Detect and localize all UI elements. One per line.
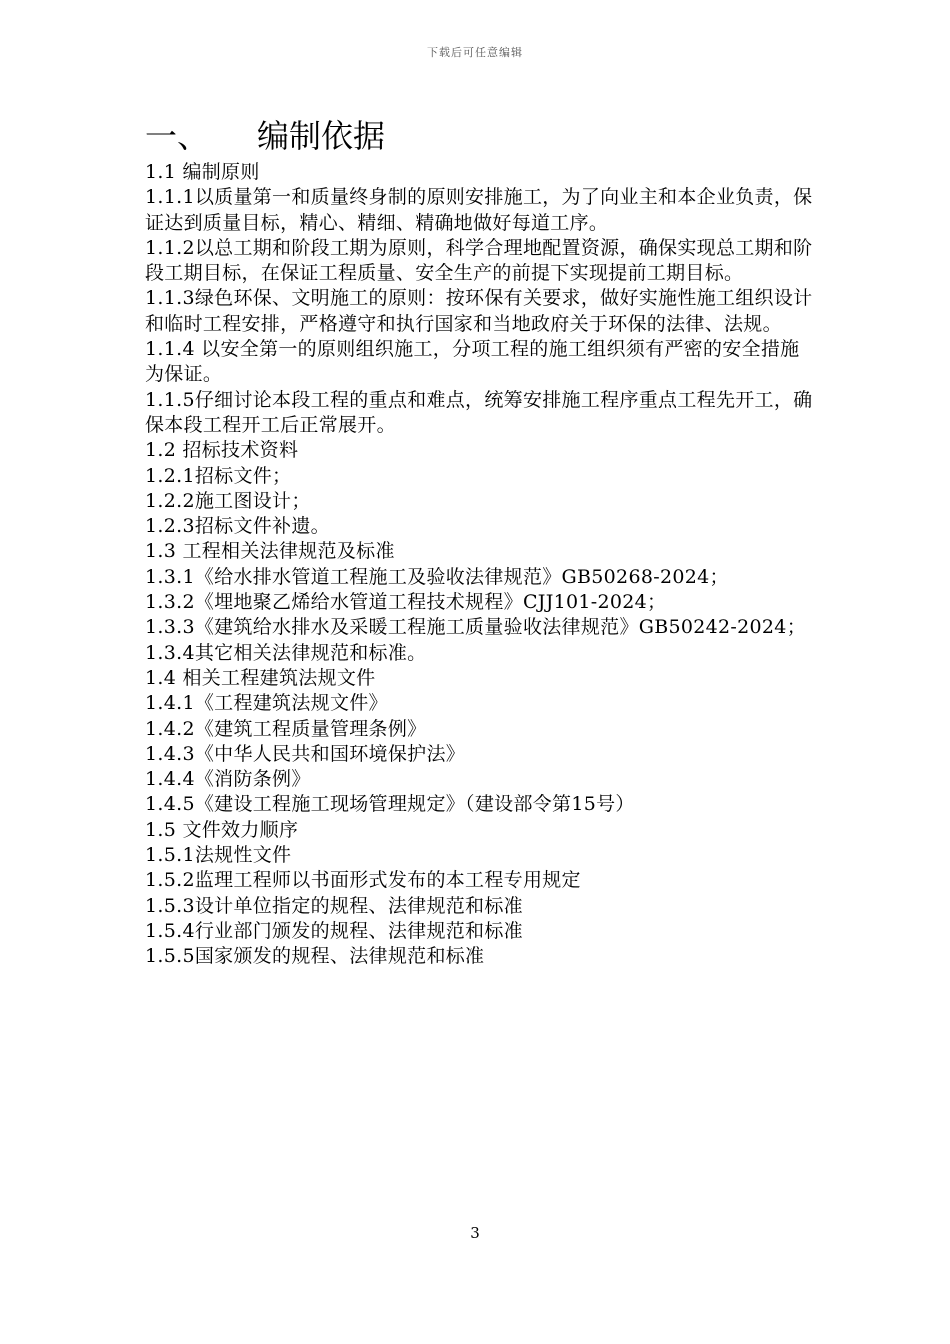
paragraph-line: 1.3.1《给水排水管道工程施工及验收法律规范》GB50268-2024； [145,565,729,588]
paragraph-line: 1.3.3《建筑给水排水及采暖工程施工质量验收法律规范》GB50242-2024； [145,616,807,639]
paragraph-line: 1.4.4《消防条例》 [145,768,311,791]
paragraph-line: 1.5.1法规性文件 [145,844,292,867]
paragraph-line: 1.5 文件效力顺序 [145,818,299,841]
paragraph-line: 1.2 招标技术资料 [145,439,299,462]
document-body [145,112,815,970]
paragraph-line: 1.1 编制原则 [145,161,260,183]
paragraph-line: 1.2.3招标文件补遗。 [145,515,330,538]
paragraph-line: 1.5.5国家颁发的规程、法律规范和标准 [145,945,485,968]
paragraph-line: 1.1.4 以安全第一的原则组织施工，分项工程的施工组织须有严密的安全措施为保证。 [145,338,800,386]
paragraph-line: 1.1.2以总工期和阶段工期为原则，科学合理地配置资源，确保实现总工期和阶段工期目标，在保证工程质量、安全生产的前提下实现提前工期目标。 [145,236,813,285]
paragraph-list [145,160,815,970]
paragraph-line: 1.3.4其它相关法律规范和标准。 [145,641,427,664]
page-number: 3 [470,1224,480,1242]
paragraph-line: 1.4 相关工程建筑法规文件 [145,666,376,689]
paragraph-line: 1.5.3设计单位指定的规程、法律规范和标准 [145,894,523,917]
paragraph-line: 1.2.1招标文件； [145,464,292,487]
section-heading [145,112,815,160]
paragraph-line: 1.4.2《建筑工程质量管理条例》 [145,717,427,740]
paragraph-line: 1.1.1以质量第一和质量终身制的原则安排施工，为了向业主和本企业负责，保证达到质量目标，精心、精细、精确地做好每道工序。 [145,186,813,234]
paragraph-line: 1.4.1《工程建筑法规文件》 [145,692,388,715]
page-header-note: 下载后可任意编辑 [427,46,523,59]
paragraph-line: 1.1.3绿色环保、文明施工的原则：按环保有关要求，做好实施性施工组织设计和临时工程安排，严格遵守和执行国家和当地政府关于环保的法律、法规。 [145,287,813,335]
section-heading-title: 编制依据 [257,117,386,155]
paragraph-line: 1.4.5《建设工程施工现场管理规定》（建设部令第15号） [145,793,635,816]
paragraph-line: 1.4.3《中华人民共和国环境保护法》 [145,742,466,765]
paragraph-line: 1.1.5仔细讨论本段工程的重点和难点，统筹安排施工程序重点工程先开工，确保本段工程开工后正常展开。 [145,388,813,436]
paragraph-line: 1.3 工程相关法律规范及标准 [145,540,395,563]
section-heading-number: 一、 [145,117,210,155]
paragraph-line: 1.3.2《埋地聚乙烯给水管道工程技术规程》CJJ101-2024； [145,591,667,614]
paragraph-line: 1.2.2施工图设计； [145,489,311,512]
paragraph-line: 1.5.2监理工程师以书面形式发布的本工程专用规定 [145,869,581,892]
paragraph-line: 1.5.4行业部门颁发的规程、法律规范和标准 [145,919,523,942]
